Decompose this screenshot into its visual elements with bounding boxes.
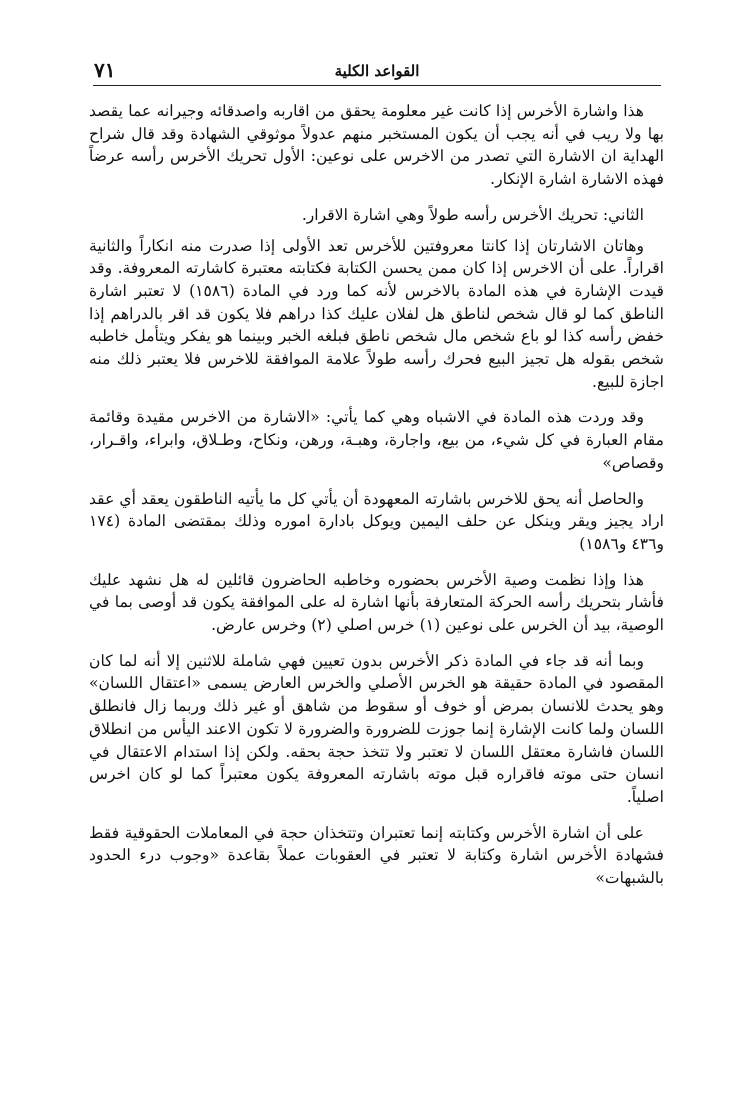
paragraph-2: الثاني: تحريك الأخرس رأسه طولاً وهي اشارة الاقرار.	[301, 205, 644, 224]
page-number: ٧١	[94, 58, 116, 82]
header-rule	[93, 85, 661, 86]
paragraph-8: على أن اشارة الأخرس وكتابته إنما تعتبران وتتخذان حجة في المعاملات الحقوقية فقط فشهادة الأخرس اشارة وكتابة لا تعتبر في العقوبات عملاً بقاعدة «وجوب درء الحدود بالشبهات»	[89, 823, 664, 888]
paragraph-4: وقد وردت هذه المادة في الاشباه وهي كما يأتي: «الاشارة من الاخرس مقيدة وقائمة مقام العبارة في كل شيء، من بيع، واجارة، وهبـة، ورهن، ونكاح، وطـلاق، وابراء، واقـرار، وقصاص»	[89, 408, 664, 472]
paragraph-5: والحاصل أنه يحق للاخرس باشارته المعهودة أن يأتي كل ما يأتيه الناطقون يعقد أي عقد اراد يجيز ويقر وينكل عن حلف اليمين ويوكل بادارة اموره وذلك بمقتضى المادة (١٧٤ و٤٣٦ و١٥٨٦)	[89, 489, 664, 553]
paragraph-7: وبما أنه قد جاء في المادة ذكر الأخرس بدون تعيين فهي شاملة للاثنين إلا أنه لما كان المقصود في المادة حقيقة هو الخرس الأصلي والخرس العارض يسمى «اعتقال اللسان» وهو يحدث للانسان بمرض أو خوف أو سقوط من شاهق أو غير ذلك وربما زال فانطلق اللسان ولما كانت الإشارة إنما جوزت للضرورة والضرورة لا تكون الاعند اليأس من انطلاق اللسان فاشارة معتقل اللسان لا تعتبر ولا تتخذ حجة بحقه. ولكن إذا استدام الاعتقال في انسان حتى موته فاقراره قبل موته باشارته المعروفة يكون معتبراً كما لو كان اخرس اصلياً.	[89, 651, 664, 806]
paragraph-3: وهاتان الاشارتان إذا كانتا معروفتين للأخرس تعد الأولى إذا صدرت منه انكاراً والثانية اقراراً. على أن الاخرس إذا كان ممن يحسن الكتابة فكتابته معتبرة كاشارته المعروفة. وقد قيدت الإشارة في هذه المادة بالاخرس لأنه كما ورد في المادة (١٥٨٦) لا تعتبر اشارة الناطق كما لو قال شخص لناطق هل لفلان عليك كذا دراهم فلا يكون قد اقر بالدراهم إذا خفض رأسه كذا لو باع شخص مال شخص ناطق فبلغه الخبر وبينما هو يفكر ويتأمل خاطبه شخص بقوله هل تجيز البيع فحرك رأسه طولاً علامة الموافقة للاخرس فلا يعتبر ذلك منه اجازة للبيع.	[89, 236, 665, 391]
paragraph-1: هذا واشارة الأخرس إذا كانت غير معلومة يحقق من اقاربه واصدقائه وجيرانه عما يقصد بها ولا ريب في أنه يجب أن يكون المستخبر منهم عدولاً موثوقي الشهادة وقد قال شراح الهداية ان الاشارة التي تصدر من الاخرس على نوعين: الأول تحريك الأخرس رأسه عرضاً فهذه الاشارة اشارة الإنكار.	[89, 102, 664, 189]
running-title: القواعد الكلية	[334, 62, 420, 80]
body-text	[89, 100, 664, 890]
paragraph-6: هذا وإذا نظمت وصية الأخرس بحضوره وخاطبه الحاضرون قائلين له هل نشهد عليك فأشار بتحريك رأسه الحركة المتعارفة بأنها اشارة له على الموافقة يكون قد أوصى بما في الوصية، بيد أن الخرس على نوعين (١) خرس اصلي (٢) وخرس عارض.	[89, 570, 664, 635]
page-header	[94, 58, 660, 84]
